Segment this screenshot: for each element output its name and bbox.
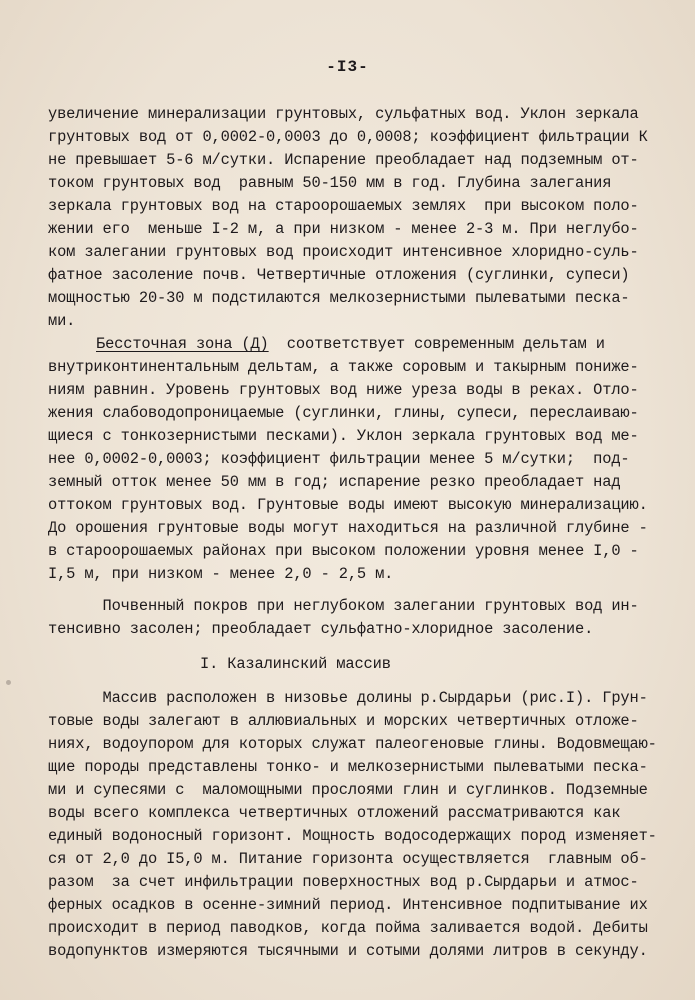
text-line: ми. [48, 312, 76, 330]
text-line: ниям равнин. Уровень грунтовых вод ниже уреза воды в реках. Отло- [48, 381, 639, 399]
text-line: жения слабоводопроницаемые (суглинки, глины, супеси, переслаиваю- [48, 404, 639, 422]
text-line: разом за счет инфильтрации поверхностных вод р.Сырдарьи и атмос- [48, 873, 639, 891]
text-line: грунтовых вод от 0,0002-0,0003 до 0,0008; коэффициент фильтрации К [48, 128, 648, 146]
text-line: Массив расположен в низовье долины р.Сырдарьи (рис.I). Грун- [48, 689, 648, 707]
text-line: оттоком грунтовых вод. Грунтовые воды имеют высокую минерализацию. [48, 496, 648, 514]
text-line: щие породы представлены тонко- и мелкозернистыми пылеватыми песка- [48, 758, 648, 776]
zone-first-line-rest: соответствует современным дельтам и [268, 335, 605, 353]
zone-first-line [96, 334, 605, 354]
text-line: водопунктов измеряются тысячными и сотыми долями литров в секунду. [48, 942, 648, 960]
text-line: тенсивно засолен; преобладает сульфатно-хлоридное засоление. [48, 620, 594, 638]
page-number: -I3- [326, 58, 369, 76]
text-line: ми и супесями с маломощными прослоями глин и суглинков. Подземные [48, 781, 648, 799]
section-heading: I. Казалинский массив [200, 655, 391, 673]
zone-name: Бессточная зона (Д) [96, 335, 269, 353]
text-line: воды всего комплекса четвертичных отложений рассматриваются как [48, 804, 621, 822]
text-line: Почвенный покров при неглубоком залегании грунтовых вод ин- [48, 597, 639, 615]
text-line: ниях, водоупором для которых служат палеогеновые глины. Водовмещаю- [48, 735, 657, 753]
text-line: I,5 м, при низком - менее 2,0 - 2,5 м. [48, 565, 394, 583]
text-line: увеличение минерализации грунтовых, сульфатных вод. Уклон зеркала [48, 105, 639, 123]
text-line: не превышает 5-6 м/сутки. Испарение преобладает над подземным от- [48, 151, 639, 169]
text-line: товые воды залегают в аллювиальных и морских четвертичных отложе- [48, 712, 639, 730]
text-line: фатное засоление почв. Четвертичные отложения (суглинки, супеси) [48, 266, 630, 284]
text-line: происходит в период паводков, когда пойма заливается водой. Дебиты [48, 919, 648, 937]
text-line: ферных осадков в осенне-зимний период. Интенсивное подпитывание их [48, 896, 648, 914]
text-line: ся от 2,0 до I5,0 м. Питание горизонта осуществляется главным об- [48, 850, 648, 868]
text-line: ком залегании грунтовых вод происходит интенсивное хлоридно-суль- [48, 243, 639, 261]
text-line: зеркала грунтовых вод на староорошаемых землях при высоком поло- [48, 197, 639, 215]
text-line: в староорошаемых районах при высоком положении уровня менее I,0 - [48, 542, 639, 560]
text-line: нее 0,0002-0,0003; коэффициент фильтрации менее 5 м/сутки; под- [48, 450, 630, 468]
text-line: земный отток менее 50 мм в год; испарение резко преобладает над [48, 473, 621, 491]
text-line: жении его меньше I-2 м, а при низком - менее 2-3 м. При неглубо- [48, 220, 639, 238]
text-line: внутриконтинентальным дельтам, а также соровым и такырным пониже- [48, 358, 639, 376]
paper-blemish [6, 680, 11, 685]
text-line: щиеся с тонкозернистыми песками). Уклон зеркала грунтовых вод ме- [48, 427, 639, 445]
text-line: током грунтовых вод равным 50-150 мм в год. Глубина залегания [48, 174, 612, 192]
text-line: мощностью 20-30 м подстилаются мелкозернистыми пылеватыми песка- [48, 289, 630, 307]
text-line: До орошения грунтовые воды могут находиться на различной глубине - [48, 519, 648, 537]
text-line: единый водоносный горизонт. Мощность водосодержащих пород изменяет- [48, 827, 657, 845]
